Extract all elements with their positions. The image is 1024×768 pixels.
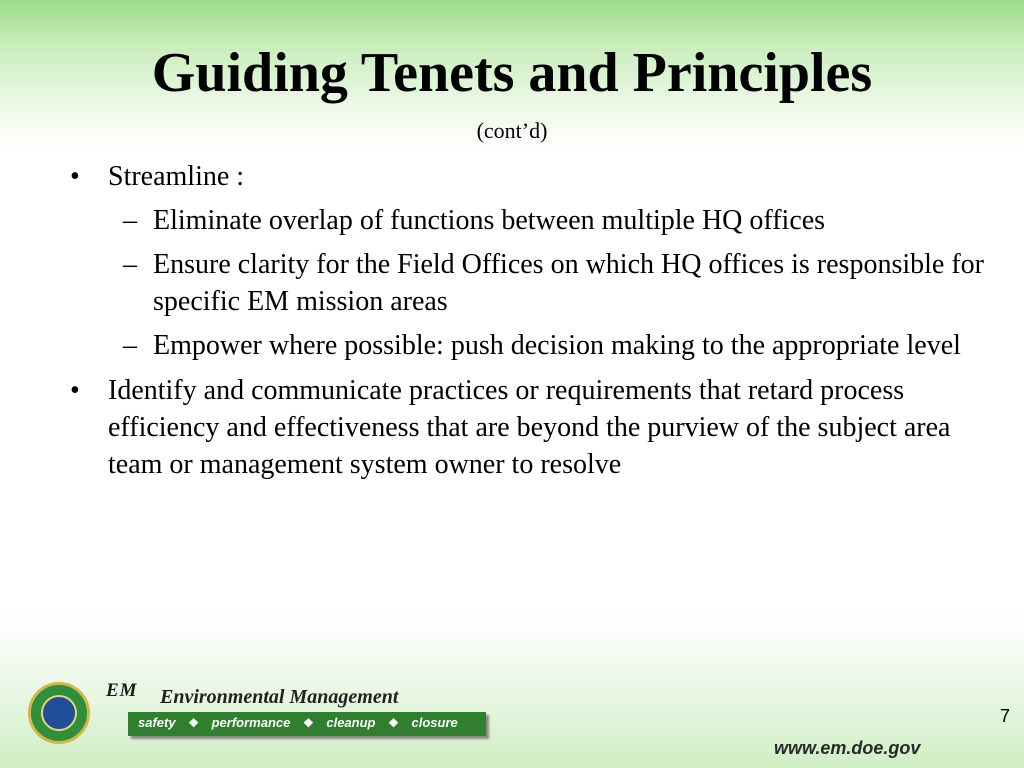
- em-logo: EM: [106, 680, 138, 701]
- sub-bullet-marker: –: [123, 205, 137, 236]
- bullet-item: [70, 158, 990, 195]
- tagline-bar: [128, 712, 486, 736]
- sub-bullet-marker: –: [123, 330, 137, 361]
- sub-bullet-item: [70, 202, 990, 239]
- tagline-word: closure: [411, 715, 458, 730]
- sub-bullet-marker: –: [123, 249, 137, 280]
- page-number: 7: [1000, 706, 1011, 726]
- bullet-text: Identify and communicate practices or requirements that retard process efficiency and effectiveness that are beyond the purview of the subject area team or management system owner to resolve: [108, 375, 951, 480]
- tagline-word: cleanup: [326, 715, 376, 730]
- sub-bullet-text: Eliminate overlap of functions between multiple HQ offices: [153, 205, 826, 236]
- tagline-word: performance: [211, 715, 291, 730]
- bullet-marker: •: [70, 375, 80, 406]
- tagline-word: safety: [138, 715, 176, 730]
- doe-seal-icon: [28, 682, 90, 744]
- tagline: [138, 715, 467, 730]
- bullet-item: [70, 372, 990, 483]
- separator-icon: ❖: [388, 716, 399, 730]
- slide-subtitle: (cont’d): [476, 118, 548, 143]
- sub-bullet-item: [70, 246, 990, 320]
- sub-bullet-item: [70, 327, 990, 364]
- seal-center: [41, 695, 77, 731]
- program-name: Environmental Management: [160, 686, 399, 708]
- bullet-marker: •: [70, 161, 80, 192]
- sub-bullet-text: Empower where possible: push decision making to the appropriate level: [153, 330, 961, 361]
- footer-branding: [28, 680, 498, 740]
- slide-body: [70, 158, 990, 483]
- sub-bullet-text: Ensure clarity for the Field Offices on which HQ offices is responsible for specific EM mission areas: [153, 249, 984, 317]
- slide-title: Guiding Tenets and Principles: [151, 42, 873, 104]
- website-url: www.em.doe.gov: [774, 738, 921, 758]
- separator-icon: ❖: [302, 716, 314, 730]
- bullet-text: Streamline :: [108, 161, 245, 192]
- separator-icon: ❖: [188, 716, 199, 730]
